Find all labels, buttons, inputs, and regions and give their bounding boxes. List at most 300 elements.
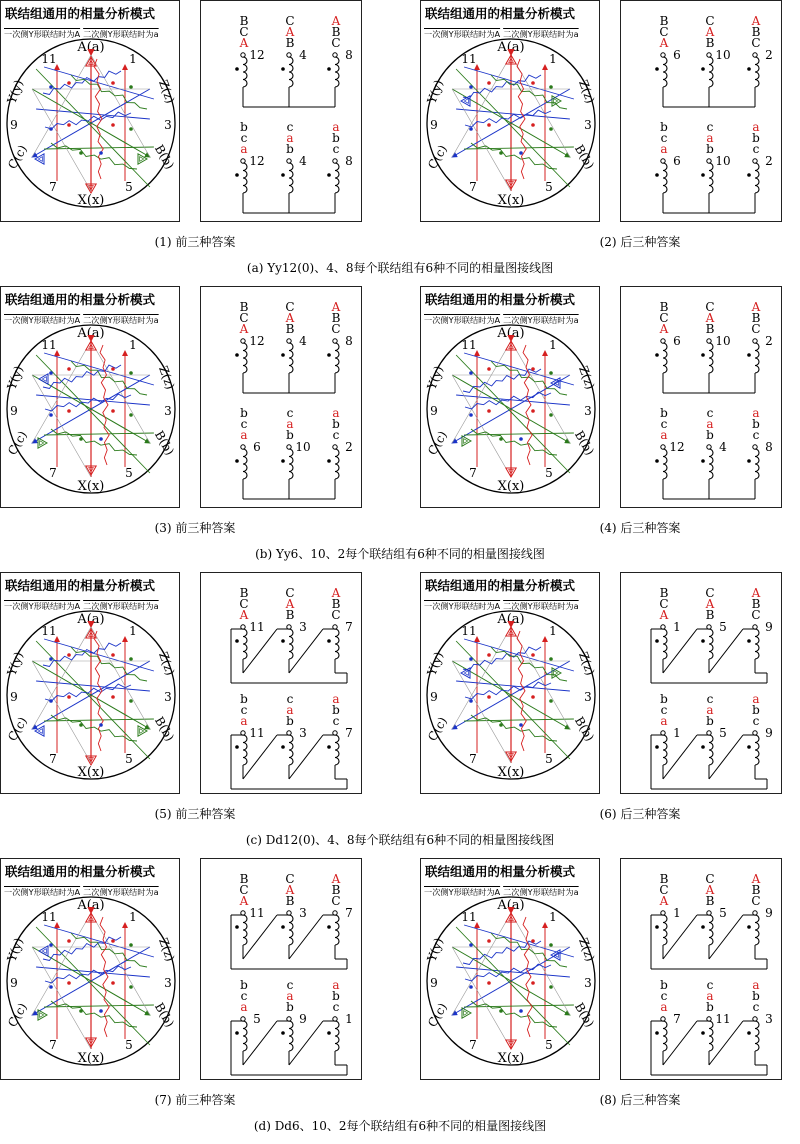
winding-letter: c <box>660 703 668 717</box>
vector-dot <box>67 123 71 127</box>
zigzag-vector <box>71 933 147 967</box>
panel-title: 联结组通用的相量分析模式 <box>5 292 156 307</box>
hour-label-3: 3 <box>584 690 592 704</box>
clock-number: 10 <box>715 48 731 62</box>
vector-dot <box>531 981 535 985</box>
vector-dot <box>499 437 503 441</box>
hour-label-5: 5 <box>545 1038 553 1052</box>
grid-line <box>91 341 150 443</box>
vector-dot <box>111 695 115 699</box>
hour-label-7: 7 <box>469 466 477 480</box>
grid-line <box>452 55 511 157</box>
clock-number: 8 <box>345 334 353 348</box>
winding-letter: a <box>332 978 340 992</box>
polarity-dot <box>747 925 751 929</box>
winding-coil <box>663 343 667 373</box>
clock-number: 10 <box>715 334 731 348</box>
vector-dot <box>129 85 133 89</box>
delta-wire <box>289 915 323 959</box>
vector-dot <box>469 413 473 417</box>
hour-label-9: 9 <box>430 976 438 990</box>
winding-coil <box>709 735 713 765</box>
hour-label-5: 5 <box>545 752 553 766</box>
winding-letter: c <box>332 142 340 156</box>
hour-label-11: 11 <box>461 910 477 924</box>
winding-letter: c <box>240 703 248 717</box>
vector-dot <box>519 151 523 155</box>
winding-coil <box>243 735 247 765</box>
winding-coil <box>663 1021 667 1051</box>
polarity-dot <box>701 67 705 71</box>
winding-letter: a <box>286 989 294 1003</box>
winding-letter: A <box>239 36 249 50</box>
label-c: C(c) <box>425 714 450 744</box>
winding-letter: b <box>240 978 248 992</box>
winding-coil <box>709 57 713 87</box>
winding-letter: C <box>751 608 761 622</box>
vector-dot <box>111 939 115 943</box>
vector-dot <box>67 695 71 699</box>
panel-axis-labels <box>424 315 579 326</box>
winding-coil <box>335 57 339 87</box>
label-z: Z(z) <box>156 935 178 964</box>
hour-label-3: 3 <box>584 404 592 418</box>
polarity-dot <box>327 67 331 71</box>
clock-number: 1 <box>673 906 681 920</box>
clock-number: 4 <box>299 48 307 62</box>
primary-label: 一次侧Y形联结时为A <box>4 29 81 39</box>
winding-letter: c <box>706 406 714 420</box>
clock-number: 5 <box>719 620 727 634</box>
label-a: A(a) <box>497 898 525 913</box>
primary-label: 一次侧Y形联结时为A <box>4 315 81 325</box>
panel-caption: (2) 后三种答案 <box>599 235 681 249</box>
blue-vector <box>456 681 570 691</box>
winding-letter: A <box>331 586 341 600</box>
winding-coil <box>709 343 713 373</box>
winding-coil <box>335 735 339 765</box>
winding-letter: a <box>706 703 714 717</box>
winding-letter: c <box>752 142 760 156</box>
winding-letter: c <box>660 417 668 431</box>
wiring-wrapper <box>200 0 362 222</box>
vector-dot <box>67 367 71 371</box>
winding-letter: c <box>240 131 248 145</box>
vector-dot <box>49 127 53 131</box>
delta-wire <box>289 1021 323 1065</box>
label-x: X(x) <box>77 479 105 494</box>
winding-coil <box>289 735 293 765</box>
grid-line <box>452 661 511 763</box>
label-c: C(c) <box>5 142 30 172</box>
label-b: B(b) <box>151 1000 177 1030</box>
label-y: Y(y) <box>424 649 446 678</box>
panel-axis-labels <box>4 29 159 40</box>
hour-label-1: 1 <box>129 338 137 352</box>
section-caption: (b) Yy6、10、2每个联结组有6种不同的相量图接线图 <box>255 547 545 561</box>
triangle-inner <box>140 157 144 162</box>
blue-vector <box>36 395 150 405</box>
clock-number: 12 <box>249 154 265 168</box>
figure-section <box>0 0 800 286</box>
label-a: A(a) <box>77 898 105 913</box>
winding-letter: a <box>706 417 714 431</box>
label-z: Z(z) <box>156 77 178 106</box>
vector-dot <box>67 939 71 943</box>
winding-coil <box>289 629 293 659</box>
delta-wire <box>243 915 277 959</box>
secondary-label: 二次侧Y形联结时为a <box>503 29 579 39</box>
label-b: B(b) <box>151 714 177 744</box>
vector-dot <box>549 943 553 947</box>
clock-number: 3 <box>299 726 307 740</box>
wiring-wrapper <box>200 858 362 1080</box>
polarity-dot <box>281 1031 285 1035</box>
vector-dot <box>531 409 535 413</box>
hour-label-1: 1 <box>129 910 137 924</box>
polarity-dot <box>655 925 659 929</box>
primary-label: 一次侧Y形联结时为A <box>424 29 501 39</box>
label-y: Y(y) <box>4 363 26 392</box>
hour-label-9: 9 <box>430 690 438 704</box>
winding-letter: a <box>752 978 760 992</box>
phasor-diagram-panel <box>420 858 600 1080</box>
grid-line <box>32 661 91 763</box>
wiring-diagram-panel <box>200 0 362 222</box>
vector-dot <box>129 413 133 417</box>
label-z: Z(z) <box>576 935 598 964</box>
winding-letter: B <box>285 322 295 336</box>
winding-coil <box>663 915 667 945</box>
winding-coil <box>755 629 759 659</box>
clock-number: 8 <box>345 154 353 168</box>
winding-coil <box>335 449 339 479</box>
wiring-wrapper <box>620 286 782 508</box>
grid-line <box>452 375 511 477</box>
label-y: Y(y) <box>424 77 446 106</box>
polarity-dot <box>281 353 285 357</box>
hour-label-9: 9 <box>10 118 18 132</box>
label-b: B(b) <box>571 714 597 744</box>
hour-label-9: 9 <box>430 118 438 132</box>
phasor-wrapper <box>0 572 180 794</box>
winding-letter: B <box>331 883 341 897</box>
clock-number: 8 <box>765 440 773 454</box>
winding-coil <box>289 57 293 87</box>
vector-dot <box>531 695 535 699</box>
polarity-dot <box>655 639 659 643</box>
polarity-dot <box>655 353 659 357</box>
winding-coil <box>663 163 667 193</box>
zigzag-vector <box>45 112 131 129</box>
wiring-diagram-panel <box>620 858 782 1080</box>
winding-letter: C <box>705 586 715 600</box>
grid-line <box>452 947 511 1049</box>
winding-coil <box>335 915 339 945</box>
winding-letter: a <box>286 131 294 145</box>
vector-dot <box>487 367 491 371</box>
winding-letter: c <box>286 692 294 706</box>
triangle-inner <box>554 671 558 676</box>
hour-label-1: 1 <box>129 52 137 66</box>
vector-dot <box>49 413 53 417</box>
delta-wire <box>663 1021 697 1065</box>
secondary-label: 二次侧Y形联结时为a <box>503 601 579 611</box>
vector-dot <box>129 985 133 989</box>
panel-caption: (6) 后三种答案 <box>599 807 681 821</box>
winding-letter: c <box>706 692 714 706</box>
label-z: Z(z) <box>156 363 178 392</box>
panel-axis-labels <box>4 315 159 326</box>
wiring-svg <box>621 573 783 795</box>
winding-letter: B <box>239 14 249 28</box>
winding-letter: A <box>705 597 715 611</box>
winding-letter: C <box>705 300 715 314</box>
clock-number: 6 <box>673 48 681 62</box>
polarity-dot <box>747 173 751 177</box>
winding-letter: C <box>659 25 669 39</box>
figure-section <box>0 858 800 1144</box>
vector-dot <box>549 699 553 703</box>
vector-dot <box>499 151 503 155</box>
winding-coil <box>755 735 759 765</box>
vector-dot <box>79 1009 83 1013</box>
panel-caption: (3) 前三种答案 <box>154 521 236 535</box>
winding-letter: C <box>705 14 715 28</box>
panel-title: 联结组通用的相量分析模式 <box>425 6 576 21</box>
winding-letter: C <box>285 300 295 314</box>
zigzag-vector <box>51 429 137 455</box>
winding-letter: b <box>660 978 668 992</box>
winding-letter: c <box>286 120 294 134</box>
delta-wire <box>709 735 743 779</box>
vector-dot <box>129 943 133 947</box>
vector-dot <box>469 371 473 375</box>
winding-letter: a <box>752 692 760 706</box>
winding-letter: A <box>285 25 295 39</box>
vector-dot <box>67 81 71 85</box>
winding-letter: c <box>332 428 340 442</box>
vector-dot <box>49 943 53 947</box>
winding-coil <box>755 343 759 373</box>
hour-label-7: 7 <box>469 752 477 766</box>
polarity-dot <box>281 639 285 643</box>
winding-letter: c <box>332 714 340 728</box>
winding-letter: B <box>705 36 715 50</box>
polarity-dot <box>747 745 751 749</box>
winding-letter: a <box>332 406 340 420</box>
vector-dot <box>499 723 503 727</box>
polarity-dot <box>281 925 285 929</box>
winding-letter: a <box>240 1000 248 1014</box>
hour-label-3: 3 <box>164 690 172 704</box>
winding-coil <box>243 343 247 373</box>
winding-letter: C <box>239 25 249 39</box>
polarity-dot <box>235 353 239 357</box>
winding-letter: a <box>332 120 340 134</box>
triangle-inner <box>42 949 46 954</box>
label-z: Z(z) <box>576 363 598 392</box>
phasor-wrapper <box>420 572 600 794</box>
clock-number: 11 <box>715 1012 731 1026</box>
polarity-dot <box>655 745 659 749</box>
vector-dot <box>67 981 71 985</box>
clock-number: 9 <box>765 906 773 920</box>
winding-letter: B <box>659 872 669 886</box>
delta-wire <box>663 629 697 673</box>
winding-letter: a <box>752 120 760 134</box>
grid-line <box>32 627 91 729</box>
winding-letter: b <box>706 428 714 442</box>
winding-letter: C <box>659 311 669 325</box>
vector-dot <box>469 85 473 89</box>
winding-letter: b <box>706 714 714 728</box>
clock-number: 6 <box>673 334 681 348</box>
hour-label-11: 11 <box>41 624 57 638</box>
phasor-diagram-panel <box>0 286 180 508</box>
label-z: Z(z) <box>156 649 178 678</box>
zigzag-vector <box>465 964 551 981</box>
vector-dot <box>549 371 553 375</box>
winding-letter: C <box>331 894 341 908</box>
vector-dot <box>531 123 535 127</box>
triangle-inner <box>38 729 42 734</box>
winding-coil <box>755 449 759 479</box>
triangle-inner <box>464 439 468 444</box>
winding-letter: B <box>331 311 341 325</box>
hour-label-3: 3 <box>164 404 172 418</box>
vector-dot <box>549 85 553 89</box>
panel-axis-labels <box>424 887 579 898</box>
winding-letter: C <box>751 322 761 336</box>
hour-label-3: 3 <box>584 976 592 990</box>
wiring-svg <box>621 859 783 1081</box>
winding-letter: c <box>660 989 668 1003</box>
winding-letter: a <box>240 714 248 728</box>
label-a: A(a) <box>77 326 105 341</box>
winding-letter: A <box>705 883 715 897</box>
winding-letter: B <box>751 883 761 897</box>
label-x: X(x) <box>497 193 525 208</box>
panel-caption: (8) 后三种答案 <box>599 1093 681 1107</box>
winding-coil <box>289 449 293 479</box>
winding-letter: A <box>659 894 669 908</box>
hour-label-11: 11 <box>461 338 477 352</box>
clock-number: 3 <box>765 1012 773 1026</box>
hour-label-7: 7 <box>469 1038 477 1052</box>
zigzag-vector <box>471 715 557 741</box>
winding-letter: B <box>659 586 669 600</box>
section-caption: (c) Dd12(0)、4、8每个联结组有6种不同的相量图接线图 <box>245 833 555 847</box>
vector-dot <box>549 127 553 131</box>
zigzag-vector <box>45 684 131 701</box>
delta-wire <box>663 915 697 959</box>
vector-dot <box>531 367 535 371</box>
label-b: B(b) <box>151 142 177 172</box>
polarity-dot <box>235 639 239 643</box>
winding-letter: B <box>285 608 295 622</box>
panel-caption: (7) 前三种答案 <box>154 1093 236 1107</box>
vector-dot <box>519 1009 523 1013</box>
winding-letter: B <box>285 894 295 908</box>
delta-wire <box>709 629 743 673</box>
winding-letter: b <box>752 131 760 145</box>
vector-dot <box>469 699 473 703</box>
winding-coil <box>755 163 759 193</box>
winding-letter: C <box>285 14 295 28</box>
wiring-svg <box>621 1 783 223</box>
vector-dot <box>49 985 53 989</box>
winding-letter: c <box>240 417 248 431</box>
label-y: Y(y) <box>424 935 446 964</box>
winding-letter: b <box>660 406 668 420</box>
winding-letter: A <box>331 300 341 314</box>
phasor-diagram-panel <box>0 0 180 222</box>
winding-letter: a <box>660 1000 668 1014</box>
winding-letter: b <box>332 417 340 431</box>
vector-dot <box>549 413 553 417</box>
winding-letter: b <box>752 989 760 1003</box>
vector-dot <box>469 943 473 947</box>
delta-wire <box>709 915 743 959</box>
zigzag-vector <box>523 917 532 1037</box>
phasor-wrapper <box>0 286 180 508</box>
grid-line <box>452 627 511 729</box>
polarity-dot <box>655 1031 659 1035</box>
winding-letter: A <box>751 872 761 886</box>
winding-coil <box>709 1021 713 1051</box>
blue-vector <box>36 681 150 691</box>
vector-dot <box>487 981 491 985</box>
hour-label-11: 11 <box>41 52 57 66</box>
wiring-wrapper <box>200 286 362 508</box>
winding-letter: B <box>705 894 715 908</box>
label-a: A(a) <box>497 40 525 55</box>
winding-letter: c <box>706 120 714 134</box>
label-y: Y(y) <box>4 649 26 678</box>
wiring-wrapper <box>200 572 362 794</box>
polarity-dot <box>327 353 331 357</box>
vector-dot <box>79 723 83 727</box>
grid-line <box>452 341 511 443</box>
zigzag-vector <box>523 345 532 465</box>
label-x: X(x) <box>497 765 525 780</box>
winding-letter: b <box>752 417 760 431</box>
polarity-dot <box>747 459 751 463</box>
clock-number: 1 <box>673 620 681 634</box>
panel-axis-labels <box>4 887 159 898</box>
winding-letter: A <box>705 311 715 325</box>
polarity-dot <box>327 1031 331 1035</box>
panel-axis-labels <box>424 601 579 612</box>
figure-section <box>0 286 800 572</box>
section-caption: (d) Dd6、10、2每个联结组有6种不同的相量图接线图 <box>253 1119 547 1133</box>
winding-letter: C <box>331 36 341 50</box>
hour-label-7: 7 <box>49 180 57 194</box>
vector-dot <box>549 985 553 989</box>
vector-dot <box>531 939 535 943</box>
vector-dot <box>487 81 491 85</box>
clock-number: 2 <box>345 440 353 454</box>
label-z: Z(z) <box>576 649 598 678</box>
winding-coil <box>335 629 339 659</box>
label-x: X(x) <box>77 193 105 208</box>
winding-coil <box>709 449 713 479</box>
winding-letter: c <box>240 989 248 1003</box>
panel-caption: (1) 前三种答案 <box>154 235 236 249</box>
winding-letter: A <box>239 894 249 908</box>
label-a: A(a) <box>497 326 525 341</box>
